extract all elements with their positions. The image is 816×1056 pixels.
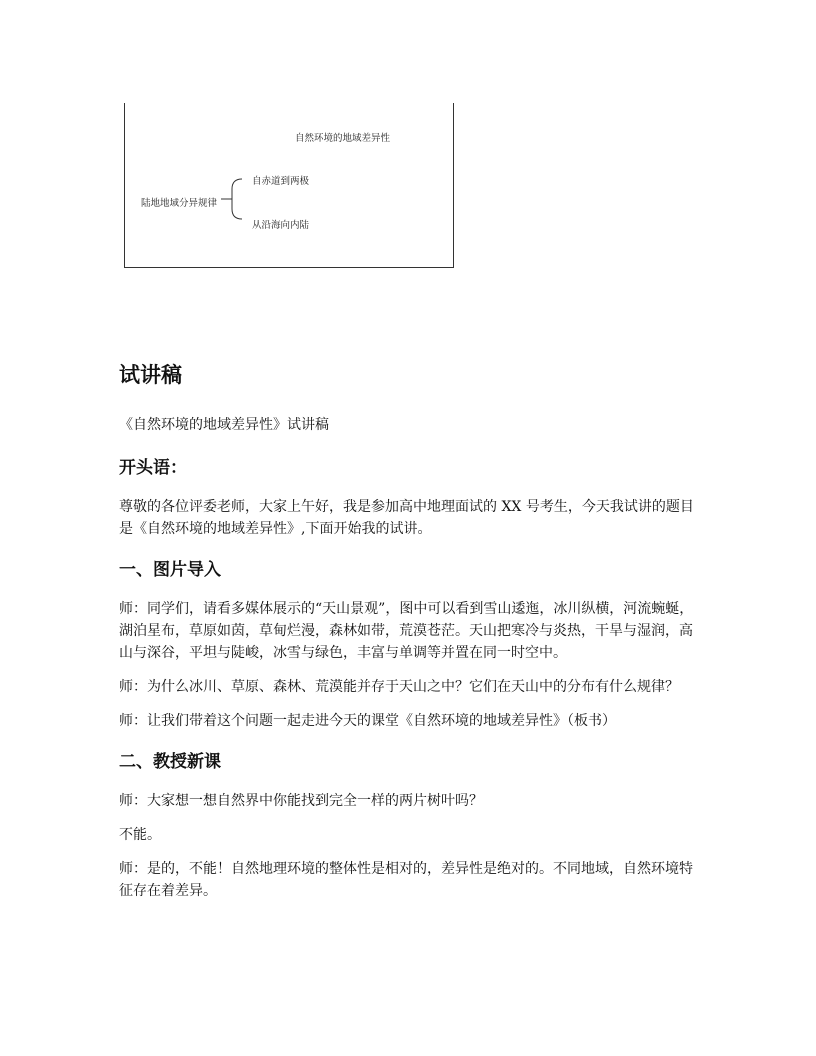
paragraph: 师：大家想一想自然界中你能找到完全一样的两片树叶吗？: [119, 793, 483, 809]
paragraph: 不能。: [119, 827, 161, 843]
document-body: [119, 360, 699, 914]
paragraph: 师：让我们带着这个问题一起走进今天的课堂《自然环境的地域差异性》（板书）: [119, 713, 616, 729]
bracket: [232, 179, 242, 219]
diagram-title: 自然环境的地域差异性: [295, 133, 391, 144]
section-heading-opening: 开头语：: [119, 458, 187, 478]
diagram-branch-1: 自赤道到两极: [252, 176, 310, 187]
diagram-root-label: 陆地地域分异规律: [141, 198, 218, 209]
paragraph: 尊敬的各位评委老师，大家上午好，我是参加高中地理面试的 XX 号考生，今天我试讲的题目是《自然环境的地域差异性》,下面开始我的试讲。: [119, 499, 694, 537]
document-subtitle: 《自然环境的地域差异性》试讲稿: [119, 417, 329, 433]
diagram-branch-2: 从沿海向内陆: [252, 220, 310, 231]
paragraph: 师：是的，不能！自然地理环境的整体性是相对的，差异性是绝对的。不同地域，自然环境特征存在着差异。: [119, 861, 693, 899]
paragraph: 师：为什么冰川、草原、森林、荒漠能并存于天山之中？它们在天山中的分布有什么规律？: [119, 679, 679, 695]
section-heading-image-intro: 一、图片导入: [119, 560, 221, 580]
paragraph: 师：同学们，请看多媒体展示的“天山景观”，图中可以看到雪山逶迤，冰川纵横，河流蜿蜒，湖泊星布，草原如茵，草甸烂漫，森林如带，荒漠苍茫。天山把寒冷与炎热，干旱与湿润，高山与深谷，平坦与陡峻，冰雪与绿色，丰富与单调等并置在同一时空中。: [119, 601, 694, 661]
board-diagram: [124, 103, 454, 268]
document-title: 试讲稿: [119, 363, 182, 387]
section-heading-new-lesson: 二、教授新课: [119, 752, 221, 772]
